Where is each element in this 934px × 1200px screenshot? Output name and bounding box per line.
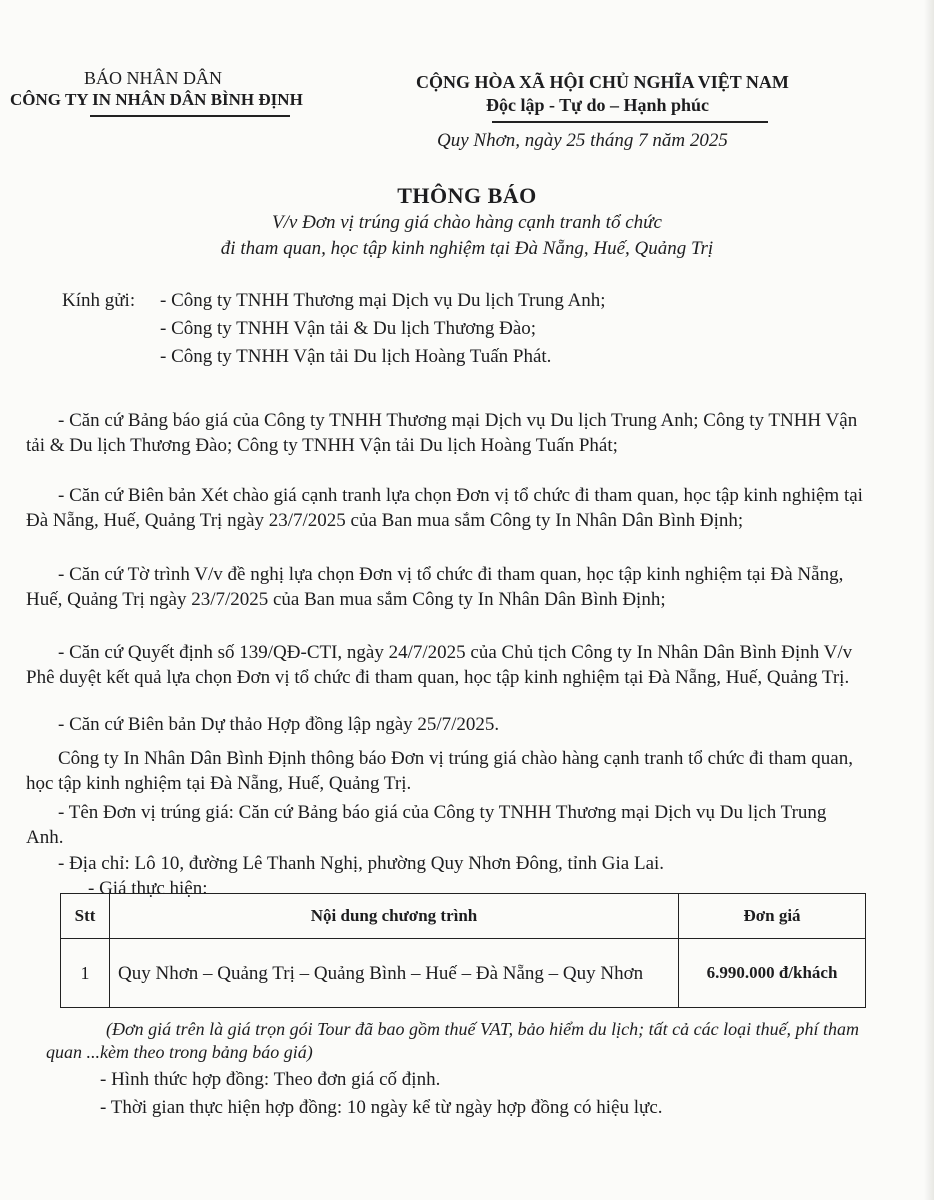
motto: Độc lập - Tự do – Hạnh phúc bbox=[486, 95, 710, 115]
paragraph-contract-duration: - Thời gian thực hiện hợp đồng: 10 ngày kể từ ngày hợp đồng có hiệu lực. bbox=[100, 1097, 663, 1118]
paragraph-basis-contract-draft: - Căn cứ Biên bản Dự thảo Hợp đồng lập ngày 25/7/2025. bbox=[58, 714, 500, 735]
recipient-3: - Công ty TNHH Vận tải Du lịch Hoàng Tuấn Phát. bbox=[160, 346, 552, 367]
cell-content: Quy Nhơn – Quảng Trị – Quảng Bình – Huế – Đà Nẵng – Quy Nhơn bbox=[110, 939, 679, 1008]
paragraph-basis-decision: - Căn cứ Quyết định số 139/QĐ-CTI, ngày 24/7/2025 của Chủ tịch Công ty In Nhân Dân Bình Định V/v Phê duyệt kết quả lựa chọn Đơn vị tổ chức đi tham quan, học tập kinh nghiệm tại Đà Nẵng, Huế, Quảng Trị. bbox=[26, 642, 853, 688]
paragraph-basis-minutes: - Căn cứ Biên bản Xét chào giá cạnh tranh lựa chọn Đơn vị tổ chức đi tham quan, học tập kinh nghiệm tại Đà Nẵng, Huế, Quảng Trị ngày 23/7/2025 của Ban mua sắm Công ty In Nhân Dân Bình Định; bbox=[26, 485, 863, 531]
paragraph-winner-address: - Địa chỉ: Lô 10, đường Lê Thanh Nghị, phường Quy Nhơn Đông, tỉnh Gia Lai. bbox=[58, 853, 665, 874]
paragraph-basis-proposal: - Căn cứ Tờ trình V/v đề nghị lựa chọn Đơn vị tổ chức đi tham quan, học tập kinh nghiệm tại Đà Nẵng, Huế, Quảng Trị ngày 23/7/2025 của Ban mua sắm Công ty In Nhân Dân Bình Định; bbox=[26, 564, 844, 610]
place-date: Quy Nhơn, ngày 25 tháng 7 năm 2025 bbox=[437, 130, 728, 151]
recipient-1: - Công ty TNHH Thương mại Dịch vụ Du lịch Trung Anh; bbox=[160, 290, 606, 311]
org-parent: BÁO NHÂN DÂN bbox=[84, 68, 222, 88]
country-name: CỘNG HÒA XÃ HỘI CHỦ NGHĨA VIỆT NAM bbox=[416, 72, 789, 92]
col-header-price: Đơn giá bbox=[679, 894, 866, 939]
paragraph-winner-name: - Tên Đơn vị trúng giá: Căn cứ Bảng báo giá của Công ty TNHH Thương mại Dịch vụ Du lịch Trung Anh. bbox=[26, 802, 827, 848]
org-name: CÔNG TY IN NHÂN DÂN BÌNH ĐỊNH bbox=[10, 90, 303, 109]
motto-underline bbox=[492, 121, 768, 123]
page-edge-shadow bbox=[924, 0, 934, 1200]
org-underline bbox=[90, 115, 290, 117]
doc-title: THÔNG BÁO bbox=[397, 183, 537, 208]
recipients-label: Kính gửi: bbox=[62, 290, 136, 311]
paragraph-contract-form: - Hình thức hợp đồng: Theo đơn giá cố định. bbox=[100, 1069, 441, 1090]
recipient-2: - Công ty TNHH Vận tải & Du lịch Thương Đào; bbox=[160, 318, 537, 339]
price-note: (Đơn giá trên là giá trọn gói Tour đã bao gồm thuế VAT, bảo hiểm du lịch; tất cả các loại thuế, phí tham quan ...kèm theo trong bảng báo giá) bbox=[46, 1019, 860, 1062]
doc-subject-line2: đi tham quan, học tập kinh nghiệm tại Đà Nẵng, Huế, Quảng Trị bbox=[220, 238, 714, 259]
table-header-row bbox=[61, 894, 866, 939]
paragraph-price-label: - Giá thực hiện: bbox=[88, 878, 208, 899]
paragraph-announcement: Công ty In Nhân Dân Bình Định thông báo Đơn vị trúng giá chào hàng cạnh tranh tổ chức đi tham quan, học tập kinh nghiệm tại Đà Nẵng, Huế, Quảng Trị. bbox=[26, 748, 853, 794]
col-header-stt: Stt bbox=[61, 894, 110, 939]
cell-price: 6.990.000 đ/khách bbox=[679, 939, 866, 1008]
cell-stt: 1 bbox=[61, 939, 110, 1008]
doc-subject-line1: V/v Đơn vị trúng giá chào hàng cạnh tranh tổ chức bbox=[272, 212, 662, 233]
price-table bbox=[60, 893, 866, 1008]
table-row bbox=[61, 939, 866, 1008]
col-header-content: Nội dung chương trình bbox=[110, 894, 679, 939]
paragraph-basis-quotes: - Căn cứ Bảng báo giá của Công ty TNHH Thương mại Dịch vụ Du lịch Trung Anh; Công ty TNHH Vận tải & Du lịch Thương Đào; Công ty TNHH Vận tải Du lịch Hoàng Tuấn Phát; bbox=[26, 410, 858, 456]
